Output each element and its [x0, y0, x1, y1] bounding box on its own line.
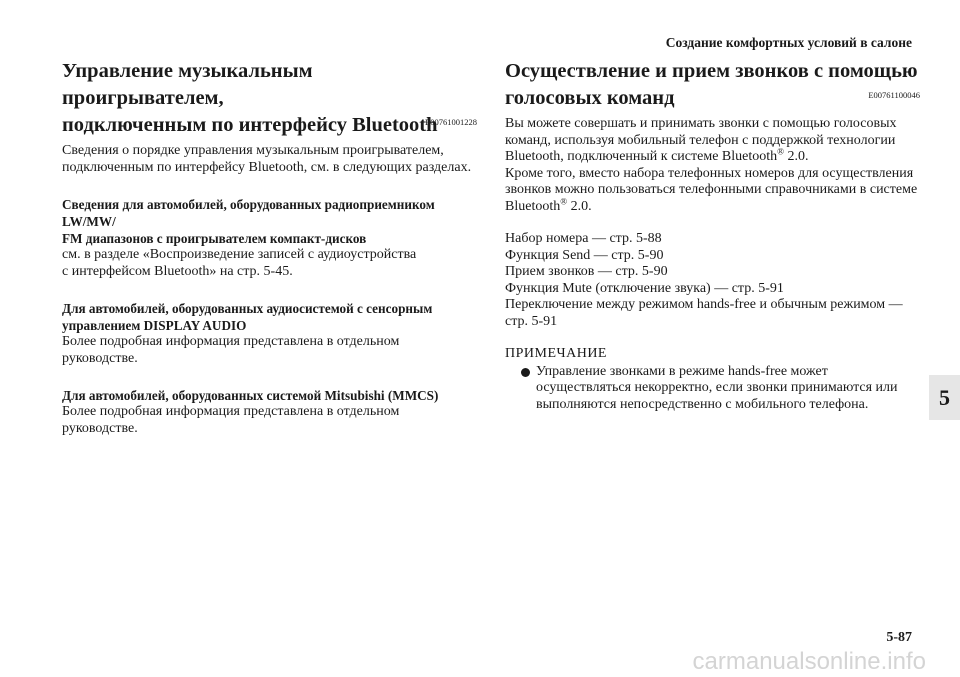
text-line: Вы можете совершать и принимать звонки с помощью голосовых — [505, 116, 897, 131]
text-line: выполняются непосредственно с мобильного телефона. — [536, 396, 869, 412]
intro-paragraph — [62, 143, 477, 176]
text-line: звонков можно пользоваться телефонными справочниками в системе — [505, 182, 918, 197]
watermark: carmanualsonline.info — [692, 648, 926, 675]
left-column — [62, 58, 477, 437]
text-line: FM диапазонов с проигрывателем компакт-дисков — [62, 231, 367, 246]
registered-mark: ® — [777, 146, 784, 157]
text-line: с интерфейсом Bluetooth» на стр. 5-45. — [62, 263, 293, 279]
subsection-body-radio-cd — [62, 247, 477, 280]
text-line: Bluetooth — [505, 198, 561, 214]
note-title: ПРИМЕЧАНИЕ — [505, 346, 607, 361]
heading-line: голосовых команд — [505, 87, 675, 109]
page-reference: Переключение между режимом hands-free и обычным режимом — — [505, 297, 903, 312]
text-line: команд, используя мобильный телефон с поддержкой технологии — [505, 132, 896, 148]
subsection-title-mmcs: Для автомобилей, оборудованных системой Mitsubishi (MMCS) — [62, 388, 439, 403]
registered-mark: ® — [560, 195, 568, 206]
page-reference-list — [505, 231, 920, 330]
text-line: Сведения для автомобилей, оборудованных радиоприемником LW/MW/ — [62, 197, 435, 229]
right-column — [505, 58, 920, 413]
subsection-body-display-audio: Более подробная информация представлена в отдельном руководстве. — [62, 334, 400, 366]
page-reference: стр. 5-91 — [505, 313, 558, 329]
section-code: E00761100046 — [868, 90, 920, 100]
chapter-tab: 5 — [929, 375, 960, 420]
voice-paragraph-2 — [505, 166, 920, 216]
text-line: Кроме того, вместо набора телефонных номеров для осуществления — [505, 165, 914, 181]
text-line: Управление звонками в режиме hands-free может — [536, 363, 828, 379]
note-text — [536, 364, 920, 414]
running-header: Создание комфортных условий в салоне — [665, 35, 912, 50]
section-heading-bluetooth-player — [62, 58, 477, 139]
page-number: 5-87 — [886, 630, 912, 645]
heading-line: Осуществление и прием звонков с помощью — [505, 60, 918, 82]
heading-line: подключенным по интерфейсу Bluetooth — [62, 114, 438, 136]
subsection-body-mmcs: Более подробная информация представлена в отдельном руководстве. — [62, 404, 400, 436]
section-code: E00761001228 — [425, 117, 477, 127]
subsection-title-radio-cd — [62, 196, 477, 247]
bullet-icon — [521, 368, 530, 377]
text-line: 2.0. — [783, 149, 809, 164]
text-line: Для автомобилей, оборудованных аудиосистемой с сенсорным — [62, 301, 433, 316]
text-line: см. в разделе «Воспроизведение записей с аудиоустройства — [62, 247, 417, 262]
text-line: 2.0. — [567, 198, 592, 214]
text-line: осуществляться некорректно, если звонки принимаются или — [536, 380, 898, 395]
heading-line: Управление музыкальным проигрывателем, — [62, 60, 313, 109]
text-line: подключенным по интерфейсу Bluetooth, см. в следующих разделах. — [62, 159, 472, 175]
page-reference: Набор номера — стр. 5-88 — [505, 231, 662, 246]
text-line: Сведения о порядке управления музыкальным проигрывателем, — [62, 143, 444, 158]
page-reference: Функция Send — стр. 5-90 — [505, 247, 664, 263]
voice-paragraph-1 — [505, 116, 920, 166]
section-heading-voice-calls — [505, 58, 920, 112]
page-reference: Функция Mute (отключение звука) — стр. 5-91 — [505, 280, 784, 296]
text-line: Bluetooth, подключенный к системе Bluetooth — [505, 149, 778, 164]
text-line: управлением DISPLAY AUDIO — [62, 318, 247, 333]
note-bullet — [505, 364, 920, 414]
subsection-title-display-audio — [62, 300, 477, 334]
page-reference: Прием звонков — стр. 5-90 — [505, 264, 668, 279]
